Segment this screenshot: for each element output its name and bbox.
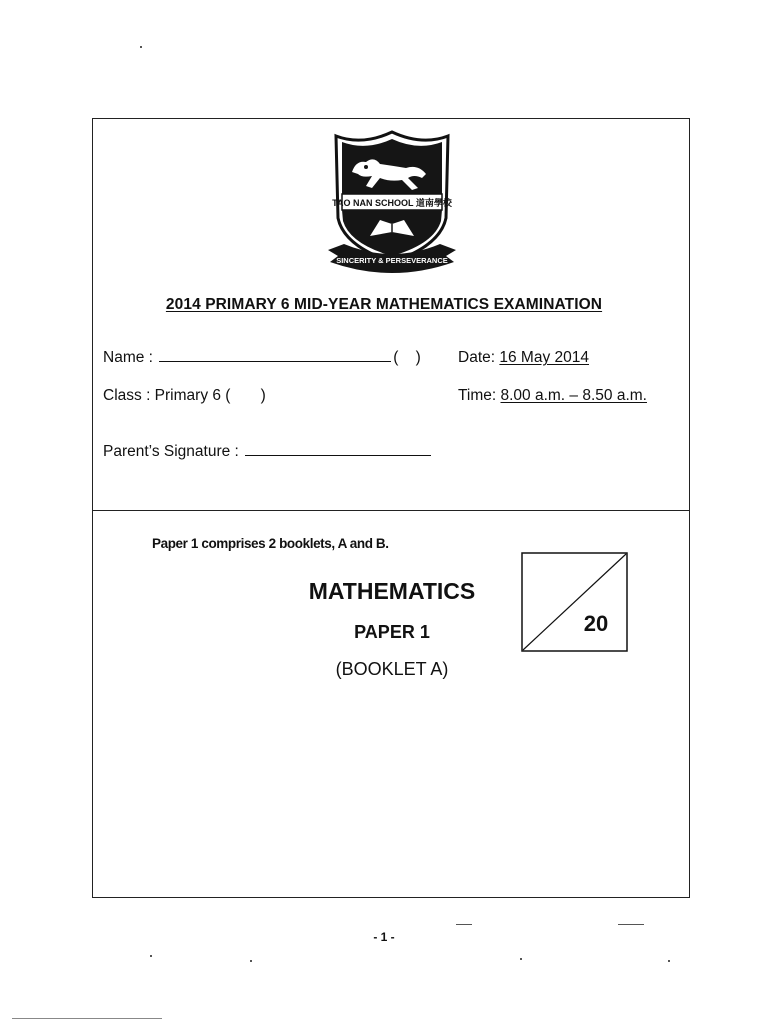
scan-speck: [520, 958, 522, 960]
parent-signature-label: Parent’s Signature :: [103, 443, 239, 460]
time-value: 8.00 a.m. – 8.50 a.m.: [500, 387, 647, 404]
exam-title: 2014 PRIMARY 6 MID-YEAR MATHEMATICS EXAMINATION: [165, 296, 603, 313]
svg-text:SINCERITY & PERSEVERANCE: SINCERITY & PERSEVERANCE: [336, 256, 448, 265]
scan-speck: [456, 924, 472, 925]
svg-text:TAO NAN SCHOOL 道南學校: TAO NAN SCHOOL 道南學校: [332, 198, 452, 208]
parent-signature-blank[interactable]: [245, 455, 431, 456]
date-field: [458, 349, 589, 367]
index-number-blank[interactable]: ( ): [393, 349, 421, 366]
booklet-intro-text: Paper 1 comprises 2 booklets, A and B.: [152, 536, 389, 551]
date-value: 16 May 2014: [499, 349, 589, 366]
booklet-heading: (BOOKLET A): [335, 659, 449, 679]
class-blank[interactable]: ): [230, 387, 266, 404]
class-label: Class : Primary 6 (: [103, 387, 231, 404]
page-number: - 1 -: [373, 930, 395, 944]
score-total: 20: [583, 611, 609, 636]
parent-signature-field: [103, 443, 431, 461]
score-box: [521, 552, 628, 652]
name-blank[interactable]: [159, 361, 391, 362]
time-label: Time:: [458, 387, 497, 404]
class-field: [103, 387, 266, 405]
time-field: [458, 387, 647, 405]
paper-heading: PAPER 1: [354, 622, 430, 642]
name-field: [103, 349, 421, 367]
scan-speck: [140, 46, 142, 48]
name-label: Name :: [103, 349, 153, 366]
date-label: Date:: [458, 349, 496, 366]
scan-speck: [150, 955, 152, 957]
subject-heading: MATHEMATICS: [308, 578, 476, 604]
scan-speck: [618, 924, 644, 925]
scan-speck: [12, 1018, 162, 1019]
scan-speck: [668, 960, 670, 962]
scan-speck: [250, 960, 252, 962]
school-crest-logo: [322, 126, 462, 276]
section-divider: [92, 510, 690, 511]
